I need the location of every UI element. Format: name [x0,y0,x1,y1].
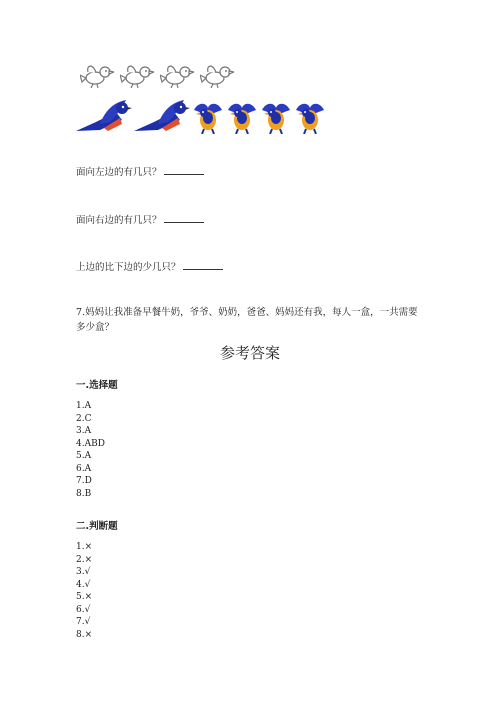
list-item: 5.× [76,592,93,602]
outline-bird-icon [120,62,154,88]
outline-bird-icon [160,62,194,88]
outline-bird-icon [200,62,234,88]
list-item: 8.× [76,629,93,640]
blue-bird-icon [192,98,224,134]
blue-bird-icon [260,98,292,134]
swallow-birds-row [76,98,326,134]
question-7: 7.妈妈让我准备早餐牛奶，爷爷、奶奶，爸爸、妈妈还有我，每人一盒，一共需要多少盒？ [76,307,418,333]
list-item: 1.A [76,401,92,411]
list-item: 3.√ [76,567,91,577]
question-left-text: 面向左边的有几只？ [76,167,162,178]
list-item: 6.√ [76,604,91,615]
question-right [76,212,204,226]
list-item: 3.A [76,426,92,436]
blue-bird-icon [294,98,326,134]
blue-bird-icon [226,98,258,134]
list-item: 4.√ [76,579,91,590]
answer-blank[interactable] [164,165,204,175]
list-item: 8.B [76,488,92,499]
list-item: 2.C [76,413,92,424]
list-item: 1.× [76,542,93,552]
choice-answers-list [76,400,105,500]
outline-birds-row [80,62,234,88]
list-item: 7.D [76,476,92,486]
section-choice-heading: 一.选择题 [76,380,118,391]
list-item: 5.A [76,451,92,461]
swallow-bird-icon [76,98,132,134]
list-item: 7.√ [76,617,91,627]
swallow-bird-icon [134,98,190,134]
question-compare [76,259,223,273]
answer-blank[interactable] [164,213,204,223]
judge-answers-list [76,541,92,641]
question-left [76,164,204,178]
answer-blank[interactable] [183,260,223,270]
question-right-text: 面向右边的有几只？ [76,215,162,226]
section-judge-heading: 二.判断题 [76,521,118,532]
list-item: 6.A [76,463,92,474]
answers-title: 参考答案 [219,344,280,362]
list-item: 4.ABD [76,438,105,449]
outline-bird-icon [80,62,114,88]
list-item: 2.× [76,554,93,565]
question-compare-text: 上边的比下边的少几只？ [76,262,181,273]
